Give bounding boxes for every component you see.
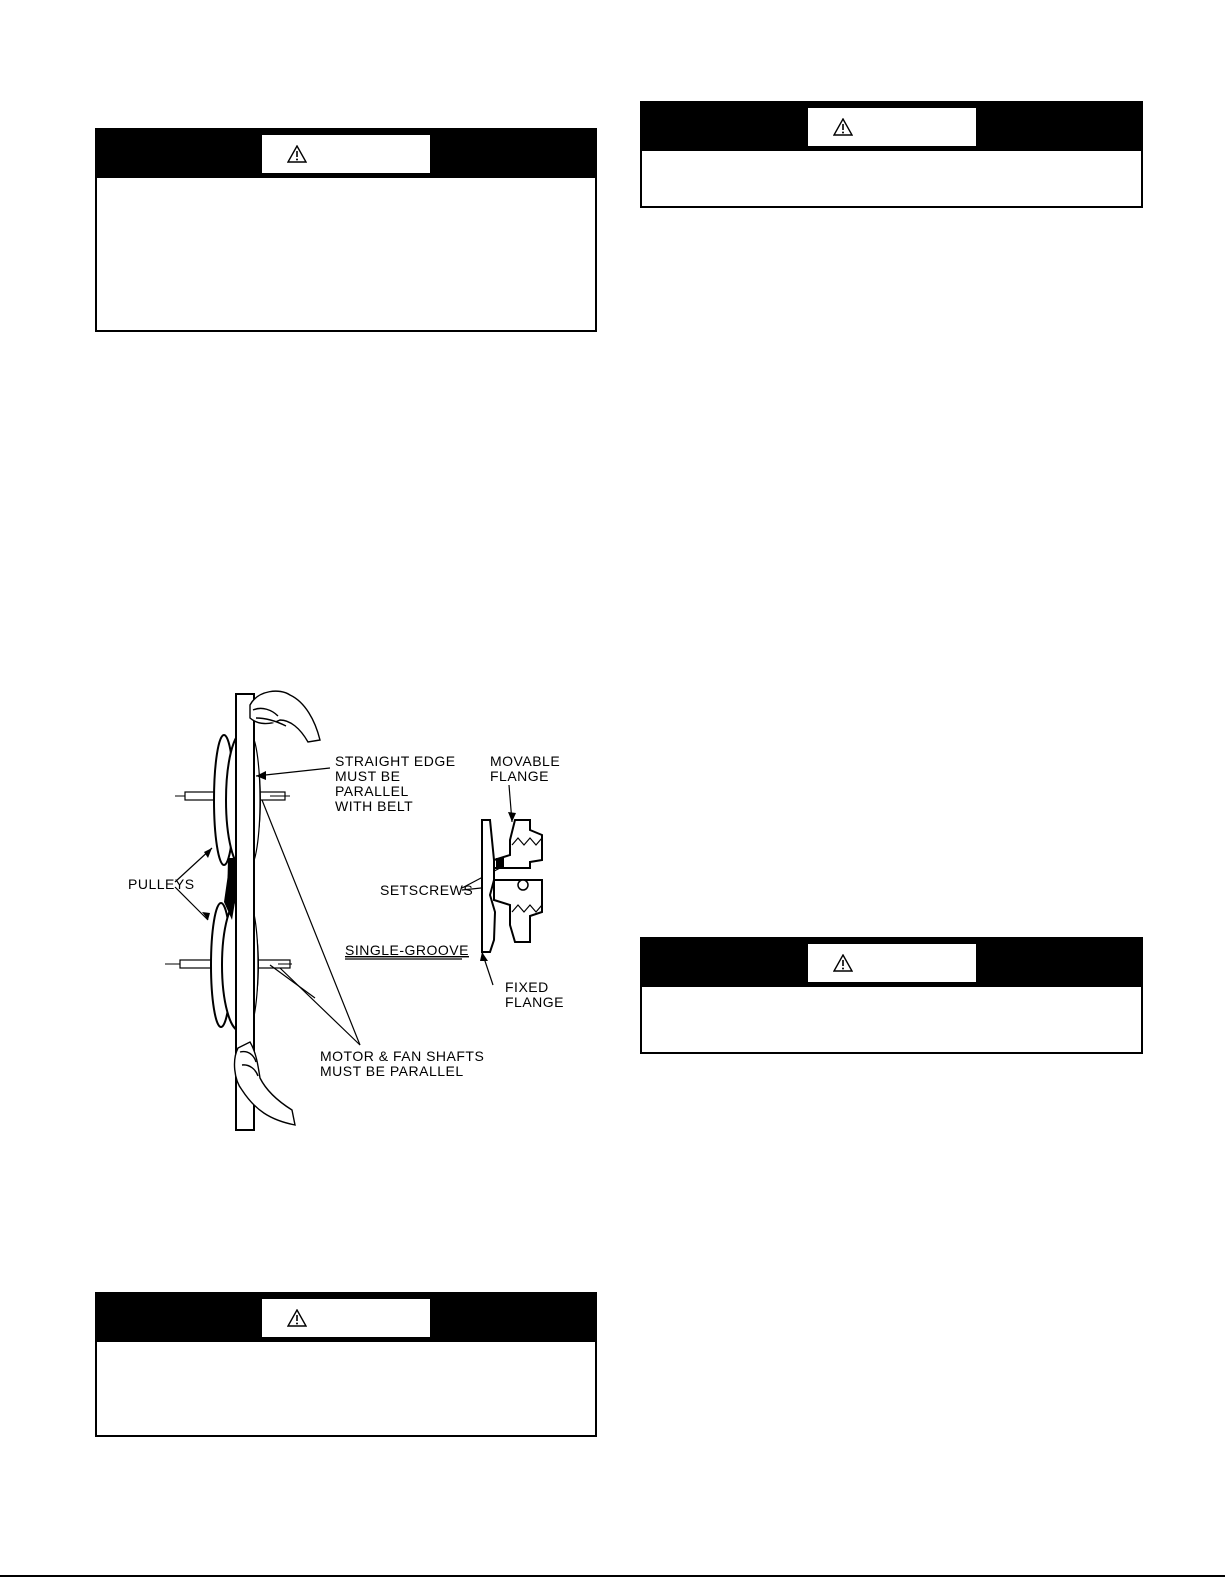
warning-triangle-icon xyxy=(833,954,853,972)
upper-hand xyxy=(250,691,320,742)
warning-header xyxy=(642,103,1141,151)
warning-header xyxy=(642,939,1141,987)
warning-header xyxy=(97,130,595,178)
warning-box-1 xyxy=(95,128,597,332)
label-pulleys: PULLEYS xyxy=(128,876,195,892)
warning-label xyxy=(262,1299,430,1337)
warning-box-2 xyxy=(640,101,1143,208)
label-shafts-1: MOTOR & FAN SHAFTS xyxy=(320,1048,485,1064)
label-shafts-2: MUST BE PARALLEL xyxy=(320,1063,464,1079)
warning-label xyxy=(808,944,976,982)
label-movable-flange-1: MOVABLE xyxy=(490,753,561,769)
warning-triangle-icon xyxy=(287,145,307,163)
warning-box-4 xyxy=(95,1292,597,1437)
warning-triangle-icon xyxy=(833,118,853,136)
label-fixed-flange-1: FIXED xyxy=(505,979,549,995)
warning-header xyxy=(97,1294,595,1342)
label-setscrews: SETSCREWS xyxy=(380,882,474,898)
warning-triangle-icon xyxy=(287,1309,307,1327)
label-straight-edge-4: WITH BELT xyxy=(335,798,414,814)
footer-rule xyxy=(0,1575,1225,1577)
pulley-alignment-figure xyxy=(110,680,590,1150)
label-straight-edge-3: PARALLEL xyxy=(335,783,409,799)
warning-label xyxy=(262,135,430,173)
label-single-groove: SINGLE-GROOVE xyxy=(345,942,469,958)
label-movable-flange-2: FLANGE xyxy=(490,768,550,784)
pulley-cross-section xyxy=(482,820,542,952)
warning-label xyxy=(808,108,976,146)
label-straight-edge-2: MUST BE xyxy=(335,768,401,784)
label-fixed-flange-2: FLANGE xyxy=(505,994,565,1010)
label-straight-edge-1: STRAIGHT EDGE xyxy=(335,753,456,769)
warning-box-3 xyxy=(640,937,1143,1054)
